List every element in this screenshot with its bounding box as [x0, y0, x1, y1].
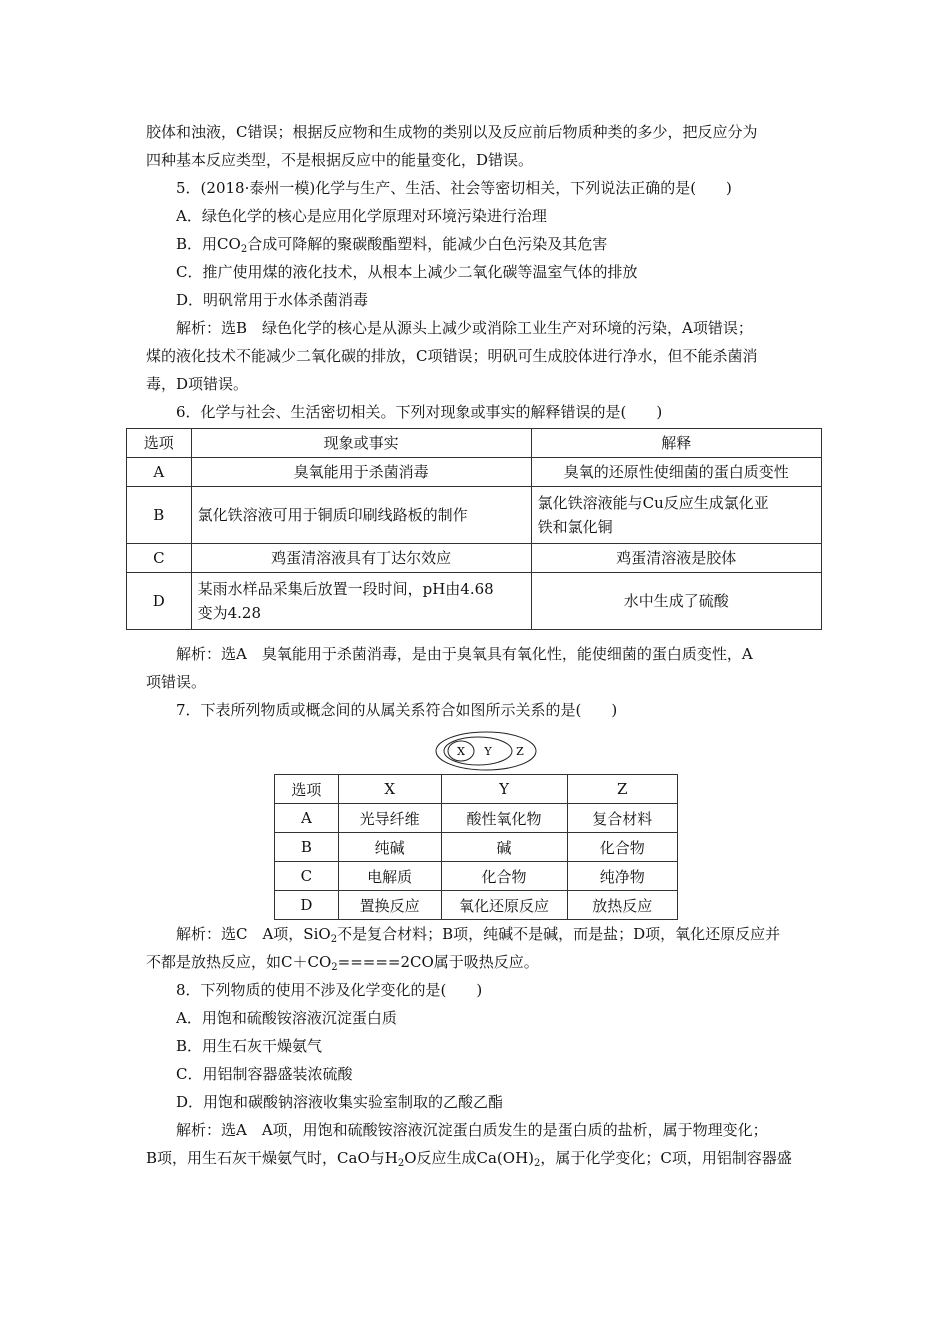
cell: 化合物: [567, 833, 677, 862]
cell: 氧化还原反应: [441, 891, 567, 920]
q5-option-b: B．用$CO_2$合成可降解的聚碳酸酯塑料，能减少白色污染及其危害: [176, 235, 608, 255]
q5-answer-3: 毒，D项错误。: [146, 375, 249, 393]
q8-option-b: B．用生石灰干燥氨气: [176, 1037, 323, 1055]
cell: 置换反应: [338, 891, 441, 920]
header-fact: 现象或事实: [191, 429, 531, 458]
cell: 电解质: [338, 862, 441, 891]
cell: D: [275, 891, 339, 920]
cell: 放热反应: [567, 891, 677, 920]
q5-option-c: C．推广使用煤的液化技术，从根本上减少二氧化碳等温室气体的排放: [176, 263, 638, 281]
table-row: [127, 458, 822, 487]
header-z: Z: [567, 775, 677, 804]
q5-answer-2: 煤的液化技术不能减少二氧化碳的排放，C项错误；明矾可生成胶体进行净水，但不能杀菌消: [146, 347, 758, 365]
cell: 光导纤维: [338, 804, 441, 833]
intro-line-1: 胶体和浊液，C错误；根据反应物和生成物的类别以及反应前后物质种类的多少，把反应分为: [146, 123, 758, 141]
row-fact: 臭氧能用于杀菌消毒: [191, 458, 531, 487]
table-header-row: [127, 429, 822, 458]
q6-table: [126, 428, 822, 630]
intro-line-2: 四种基本反应类型，不是根据反应中的能量变化，D错误。: [146, 151, 534, 169]
cell: C: [275, 862, 339, 891]
cell: 碱: [441, 833, 567, 862]
cell: 化合物: [441, 862, 567, 891]
diagram-label-z: Z: [516, 745, 524, 758]
header-option: 选项: [275, 775, 339, 804]
cell: 复合材料: [567, 804, 677, 833]
cell: B: [275, 833, 339, 862]
q6-answer-1: 解析：选A 臭氧能用于杀菌消毒，是由于臭氧具有氧化性，能使细菌的蛋白质变性，A: [176, 645, 753, 663]
row-explanation: 鸡蛋清溶液是胶体: [531, 544, 821, 573]
table-row: [275, 833, 678, 862]
q8-option-a: A．用饱和硫酸铵溶液沉淀蛋白质: [176, 1009, 397, 1027]
table-row: [275, 804, 678, 833]
cell: 纯碱: [338, 833, 441, 862]
q7-answer-2: 不都是放热反应，如$C+CO_2=====2CO$属于吸热反应。: [146, 953, 539, 973]
header-explanation: 解释: [531, 429, 821, 458]
row-fact: 氯化铁溶液可用于铜质印刷线路板的制作: [191, 487, 531, 544]
diagram-label-y: Y: [484, 745, 492, 758]
header-x: X: [338, 775, 441, 804]
q7-stem: 7．下表所列物质或概念间的从属关系符合如图所示关系的是( ): [176, 701, 618, 719]
row-option: C: [127, 544, 192, 573]
table-header-row: [275, 775, 678, 804]
q5-option-a: A．绿色化学的核心是应用化学原理对环境污染进行治理: [176, 207, 547, 225]
header-option: 选项: [127, 429, 192, 458]
cell: 纯净物: [567, 862, 677, 891]
diagram-label-x: X: [457, 745, 465, 758]
q7-table: [274, 774, 678, 920]
q5-stem: 5．(2018·泰州一模)化学与生产、生活、社会等密切相关，下列说法正确的是( ): [176, 179, 732, 197]
row-explanation: 水中生成了硫酸: [531, 573, 821, 630]
cell: 酸性氧化物: [441, 804, 567, 833]
q8-answer-2: B项，用生石灰干燥氨气时，CaO与$H_2O$反应生成$Ca(OH)_2$，属于化学变化；C项，用铝制容器盛: [146, 1149, 792, 1169]
table-row: [127, 544, 822, 573]
row-option: A: [127, 458, 192, 487]
table-row: [127, 573, 822, 630]
q8-option-c: C．用铝制容器盛装浓硫酸: [176, 1065, 353, 1083]
table-row: [127, 487, 822, 544]
q7-answer-1: 解析：选C A项，SiO$_2$不是复合材料；B项，纯碱不是碱，而是盐；D项，氧化还原反应并: [176, 925, 781, 945]
cell: A: [275, 804, 339, 833]
row-option: B: [127, 487, 192, 544]
row-fact: 某雨水样品采集后放置一段时间，pH由4.68 变为4.28: [191, 573, 531, 630]
row-option: D: [127, 573, 192, 630]
q8-option-d: D．用饱和碳酸钠溶液收集实验室制取的乙酸乙酯: [176, 1093, 504, 1111]
row-explanation: 氯化铁溶液能与Cu反应生成氯化亚 铁和氯化铜: [531, 487, 821, 544]
document-page: [143, 118, 826, 1172]
table-row: [275, 891, 678, 920]
q6-answer-2: 项错误。: [146, 673, 207, 691]
q5-option-d: D．明矾常用于水体杀菌消毒: [176, 291, 369, 309]
table-row: [275, 862, 678, 891]
row-explanation: 臭氧的还原性使细菌的蛋白质变性: [531, 458, 821, 487]
row-fact: 鸡蛋清溶液具有丁达尔效应: [191, 544, 531, 573]
q8-answer-1: 解析：选A A项，用饱和硫酸铵溶液沉淀蛋白质发生的是蛋白质的盐析，属于物理变化；: [176, 1121, 768, 1139]
q6-stem: 6．化学与社会、生活密切相关。下列对现象或事实的解释错误的是( ): [176, 403, 663, 421]
q5-answer-1: 解析：选B 绿色化学的核心是从源头上减少或消除工业生产对环境的污染，A项错误；: [176, 319, 753, 337]
nested-ellipse-diagram: [434, 730, 538, 772]
q8-stem: 8．下列物质的使用不涉及化学变化的是( ): [176, 981, 483, 999]
header-y: Y: [441, 775, 567, 804]
